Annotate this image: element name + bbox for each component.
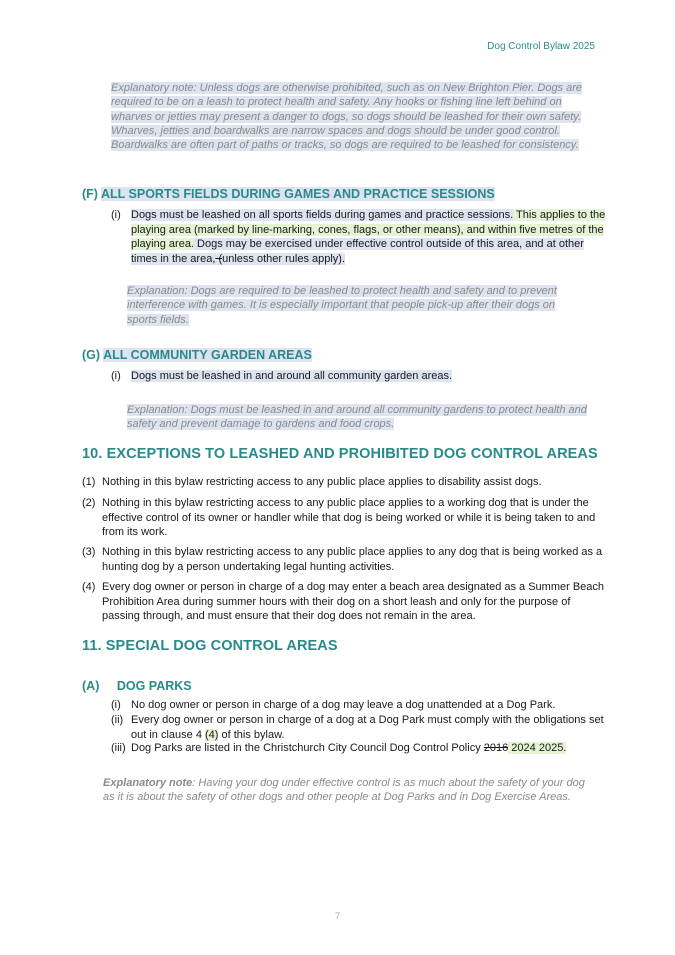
item-text-f: unless other rules apply). xyxy=(222,252,346,265)
section-10-item xyxy=(82,545,607,574)
item-number: (3) xyxy=(82,546,96,558)
explanatory-note xyxy=(111,81,589,152)
item-text: Every dog owner or person in charge of a dog may enter a beach area designated as a Summer Beach Prohibition Area during summer hours with their dog on a short leash and only for the purpose of passing through, and must ensure that their dog does not remain in the area. xyxy=(102,581,605,623)
item-text: Nothing in this bylaw restricting access to any public place applies to any dog that is being worked as a hunting dog by a person undertaking legal hunting activities. xyxy=(102,546,603,573)
item-text-year-2024: 2024 xyxy=(508,742,536,754)
item-text-deleted: ( xyxy=(215,252,223,265)
item-text: Dogs must be leashed in and around all community garden areas. xyxy=(131,370,453,382)
note-text: Explanation: Dogs are required to be leashed to protect health and safety and to prevent interference with games. It is especially important that people pick-up after their dogs on sports fields. xyxy=(127,285,557,326)
item-text: Nothing in this bylaw restricting access to any public place applies to a working dog that is under the effective control of its owner or handler while that dog is being worked or while it is being taken to and from its work. xyxy=(102,497,596,539)
section-g-marker: (G) xyxy=(82,348,101,362)
item-number: (2) xyxy=(82,497,96,509)
section-f-item xyxy=(111,208,613,266)
section-10-item xyxy=(82,475,607,490)
note-label: Explanatory note xyxy=(103,777,193,789)
section-f-marker: (F) xyxy=(82,187,98,201)
item-text-a: Dog Parks are listed in the Christchurch City Council Dog Control Policy xyxy=(131,742,484,754)
item-number: (i) xyxy=(111,699,121,711)
dog-parks-marker: (A) xyxy=(82,679,100,693)
note-text: : Having your dog under effective control is as much about the safety of your dog as it is about the safety of other dogs and other people at Dog Parks and in Dog Exercise Areas. xyxy=(103,777,585,804)
dog-parks-item xyxy=(111,741,613,756)
item-number: (4) xyxy=(82,581,96,593)
section-g-heading xyxy=(82,348,312,362)
item-text: No dog owner or person in charge of a dog may leave a dog unattended at a Dog Park. xyxy=(131,699,556,711)
section-10-item xyxy=(82,580,607,624)
item-text-c: of this bylaw. xyxy=(218,728,285,741)
item-text-c: Dogs may be exercised under effective control outside of this area, and at other times in the area xyxy=(131,238,584,265)
dog-parks-item xyxy=(111,698,613,713)
item-text-year-2025: 2025. xyxy=(535,742,567,754)
running-header: Dog Control Bylaw 2025 xyxy=(487,41,595,52)
item-text-a: Dogs must be leashed on all sports fields during games and practice sessions. xyxy=(131,209,514,221)
item-number: (i) xyxy=(111,370,121,382)
item-number: (i) xyxy=(111,209,121,221)
item-text-b: (4) xyxy=(205,728,219,741)
note-text: Explanation: Dogs must be leashed in and around all community gardens to protect health and safety and prevent damage to gardens and food crops. xyxy=(127,404,587,431)
section-10-heading: 10. EXCEPTIONS TO LEASHED AND PROHIBITED DOG CONTROL AREAS xyxy=(82,446,598,462)
section-f-heading xyxy=(82,187,495,201)
dog-parks-title: DOG PARKS xyxy=(116,679,192,693)
item-text-deleted-year: 2016 xyxy=(483,742,509,754)
section-g-title: ALL COMMUNITY GARDEN AREAS xyxy=(103,348,312,362)
section-11-heading: 11. SPECIAL DOG CONTROL AREAS xyxy=(82,638,338,654)
item-number: (ii) xyxy=(111,714,124,726)
item-text-b: This applies to the playing area (marked by line-marking, cones, flags, or other means), and within five metres of the playing area. xyxy=(131,209,606,251)
section-g-note xyxy=(127,403,587,432)
dog-parks-heading xyxy=(82,679,192,693)
section-f-title: ALL SPORTS FIELDS DURING GAMES AND PRACTICE SESSIONS xyxy=(100,187,495,201)
dog-parks-note xyxy=(103,776,587,805)
section-g-item xyxy=(111,369,613,384)
item-number: (iii) xyxy=(111,742,126,754)
page-number: 7 xyxy=(334,911,340,921)
dog-parks-item xyxy=(111,713,613,742)
section-10-item xyxy=(82,496,607,540)
note-text: Explanatory note: Unless dogs are otherwise prohibited, such as on New Brighton Pier. Dogs are required to be on a leash to protect health and safety. Any hooks or fishing line left behind on wharves or jetties may present a danger to dogs, so dogs should be leashed for their own safety. Wharves, jetties and boardwalks are narrow spaces and dogs should be under good control. Boardwalks are often part of paths or tracks, so dogs are required to be leashed for consistency. xyxy=(111,82,583,152)
item-text-a: Every dog owner or person in charge of a dog at a Dog Park must comply with the obligations set out in clause 4 xyxy=(131,714,604,741)
item-text: Nothing in this bylaw restricting access to any public place applies to disability assist dogs. xyxy=(102,476,542,488)
section-f-note xyxy=(127,284,587,327)
item-number: (1) xyxy=(82,476,96,488)
item-text-comma: , xyxy=(212,252,216,265)
